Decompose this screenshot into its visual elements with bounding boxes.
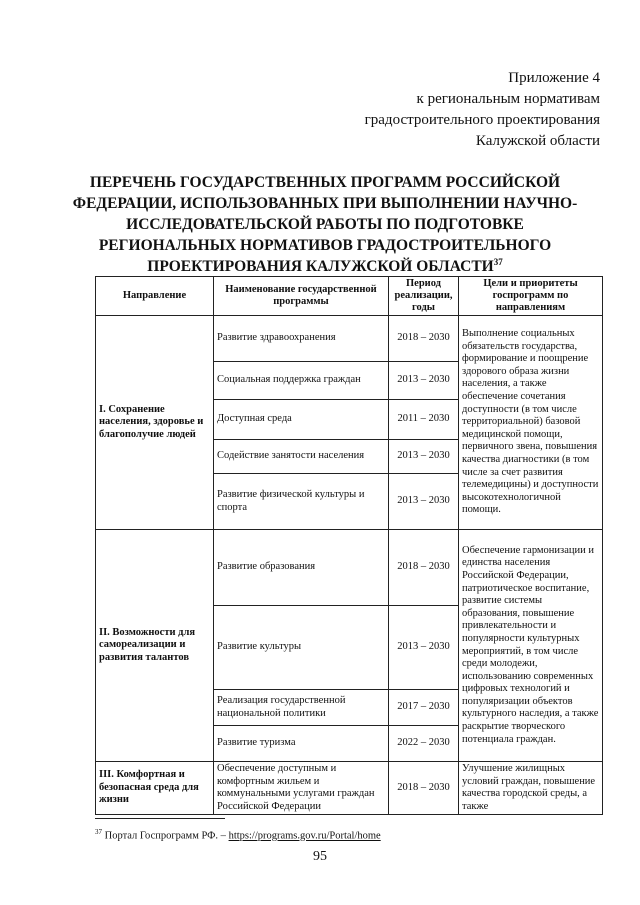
appendix-line: к региональным нормативам [416, 91, 600, 107]
program-cell: Развитие культуры [214, 606, 389, 690]
page-number: 95 [313, 849, 327, 864]
program-cell: Социальная поддержка граждан [214, 362, 389, 400]
period-cell: 2013 – 2030 [389, 362, 459, 400]
goals-cell: Улучшение жилищных условий граждан, повышение качества городской среды, а также [459, 762, 603, 815]
program-cell: Развитие образования [214, 530, 389, 606]
appendix-line: градостроительного проектирования [364, 112, 600, 128]
period-cell: 2013 – 2030 [389, 606, 459, 690]
direction-cell: III. Комфортная и безопасная среда для жизни [96, 762, 214, 815]
title-line: ИССЛЕДОВАТЕЛЬСКОЙ РАБОТЫ ПО ПОДГОТОВКЕ [126, 216, 524, 233]
page-title [70, 172, 580, 277]
direction-cell: I. Сохранение населения, здоровье и благополучие людей [96, 316, 214, 530]
appendix-line: Калужской области [475, 133, 600, 149]
header-period: Период реализации, годы [389, 277, 459, 316]
program-cell: Доступная среда [214, 400, 389, 440]
footnote-divider [95, 818, 225, 819]
footnote [95, 826, 381, 843]
title-line-text: ПРОЕКТИРОВАНИЯ КАЛУЖСКОЙ ОБЛАСТИ [147, 258, 494, 275]
table-row [96, 762, 603, 815]
period-cell: 2013 – 2030 [389, 474, 459, 530]
appendix-header [365, 68, 600, 152]
goals-cell: Обеспечение гармонизации и единства населения Российской Федерации, патриотическое воспитание, развитие системы образования, повышение привлекательности и популярности культурных мероприятий, в том числе среди молодежи, использованию современных цифровых технологий и популяризации объектов культурного наследия, а также раскрытие творческого потенциала граждан. [459, 530, 603, 762]
title-line: ПЕРЕЧЕНЬ ГОСУДАРСТВЕННЫХ ПРОГРАММ РОССИЙСКОЙ [89, 174, 561, 191]
program-cell: Развитие физической культуры и спорта [214, 474, 389, 530]
program-cell: Реализация государственной национальной политики [214, 690, 389, 726]
header-goals: Цели и приоритеты госпрограмм по направлениям [459, 277, 603, 316]
footnote-text: Портал Госпрограмм РФ. – [104, 830, 229, 842]
header-program: Наименование государственной программы [214, 277, 389, 316]
period-cell: 2018 – 2030 [389, 762, 459, 815]
program-cell: Развитие туризма [214, 726, 389, 762]
period-cell: 2011 – 2030 [389, 400, 459, 440]
programs-table [95, 276, 603, 815]
appendix-line: Приложение 4 [508, 70, 600, 86]
period-cell: 2018 – 2030 [389, 316, 459, 362]
period-cell: 2017 – 2030 [389, 690, 459, 726]
header-direction: Направление [96, 277, 214, 316]
period-cell: 2022 – 2030 [389, 726, 459, 762]
program-cell: Обеспечение доступным и комфортным жильем и коммунальными услугами граждан Российской Федерации [214, 762, 389, 815]
title-line: ФЕДЕРАЦИИ, ИСПОЛЬЗОВАННЫХ ПРИ ВЫПОЛНЕНИИ НАУЧНО- [72, 195, 578, 212]
footnote-link[interactable]: https://programs.gov.ru/Portal/home [228, 830, 381, 842]
title-footnote-ref: 37 [493, 256, 503, 267]
direction-cell: II. Возможности для самореализации и развития талантов [96, 530, 214, 762]
table-row [96, 530, 603, 606]
title-line [70, 256, 580, 277]
table-header-row [96, 277, 603, 316]
program-cell: Развитие здравоохранения [214, 316, 389, 362]
period-cell: 2013 – 2030 [389, 440, 459, 474]
footnote-number: 37 [95, 828, 102, 836]
program-cell: Содействие занятости населения [214, 440, 389, 474]
table-row [96, 316, 603, 362]
goals-cell: Выполнение социальных обязательств государства, формирование и поощрение здорового образа жизни населения, а также обеспечение сочетания доступности (в том числе территориальной) базовой медицинской помощи, первичного звена, повышения качества диагностики (в том числе за счет развития телемедицины) и доступности высокотехнологичной помощи. [459, 316, 603, 530]
period-cell: 2018 – 2030 [389, 530, 459, 606]
title-line: РЕГИОНАЛЬНЫХ НОРМАТИВОВ ГРАДОСТРОИТЕЛЬНОГО [98, 237, 552, 254]
